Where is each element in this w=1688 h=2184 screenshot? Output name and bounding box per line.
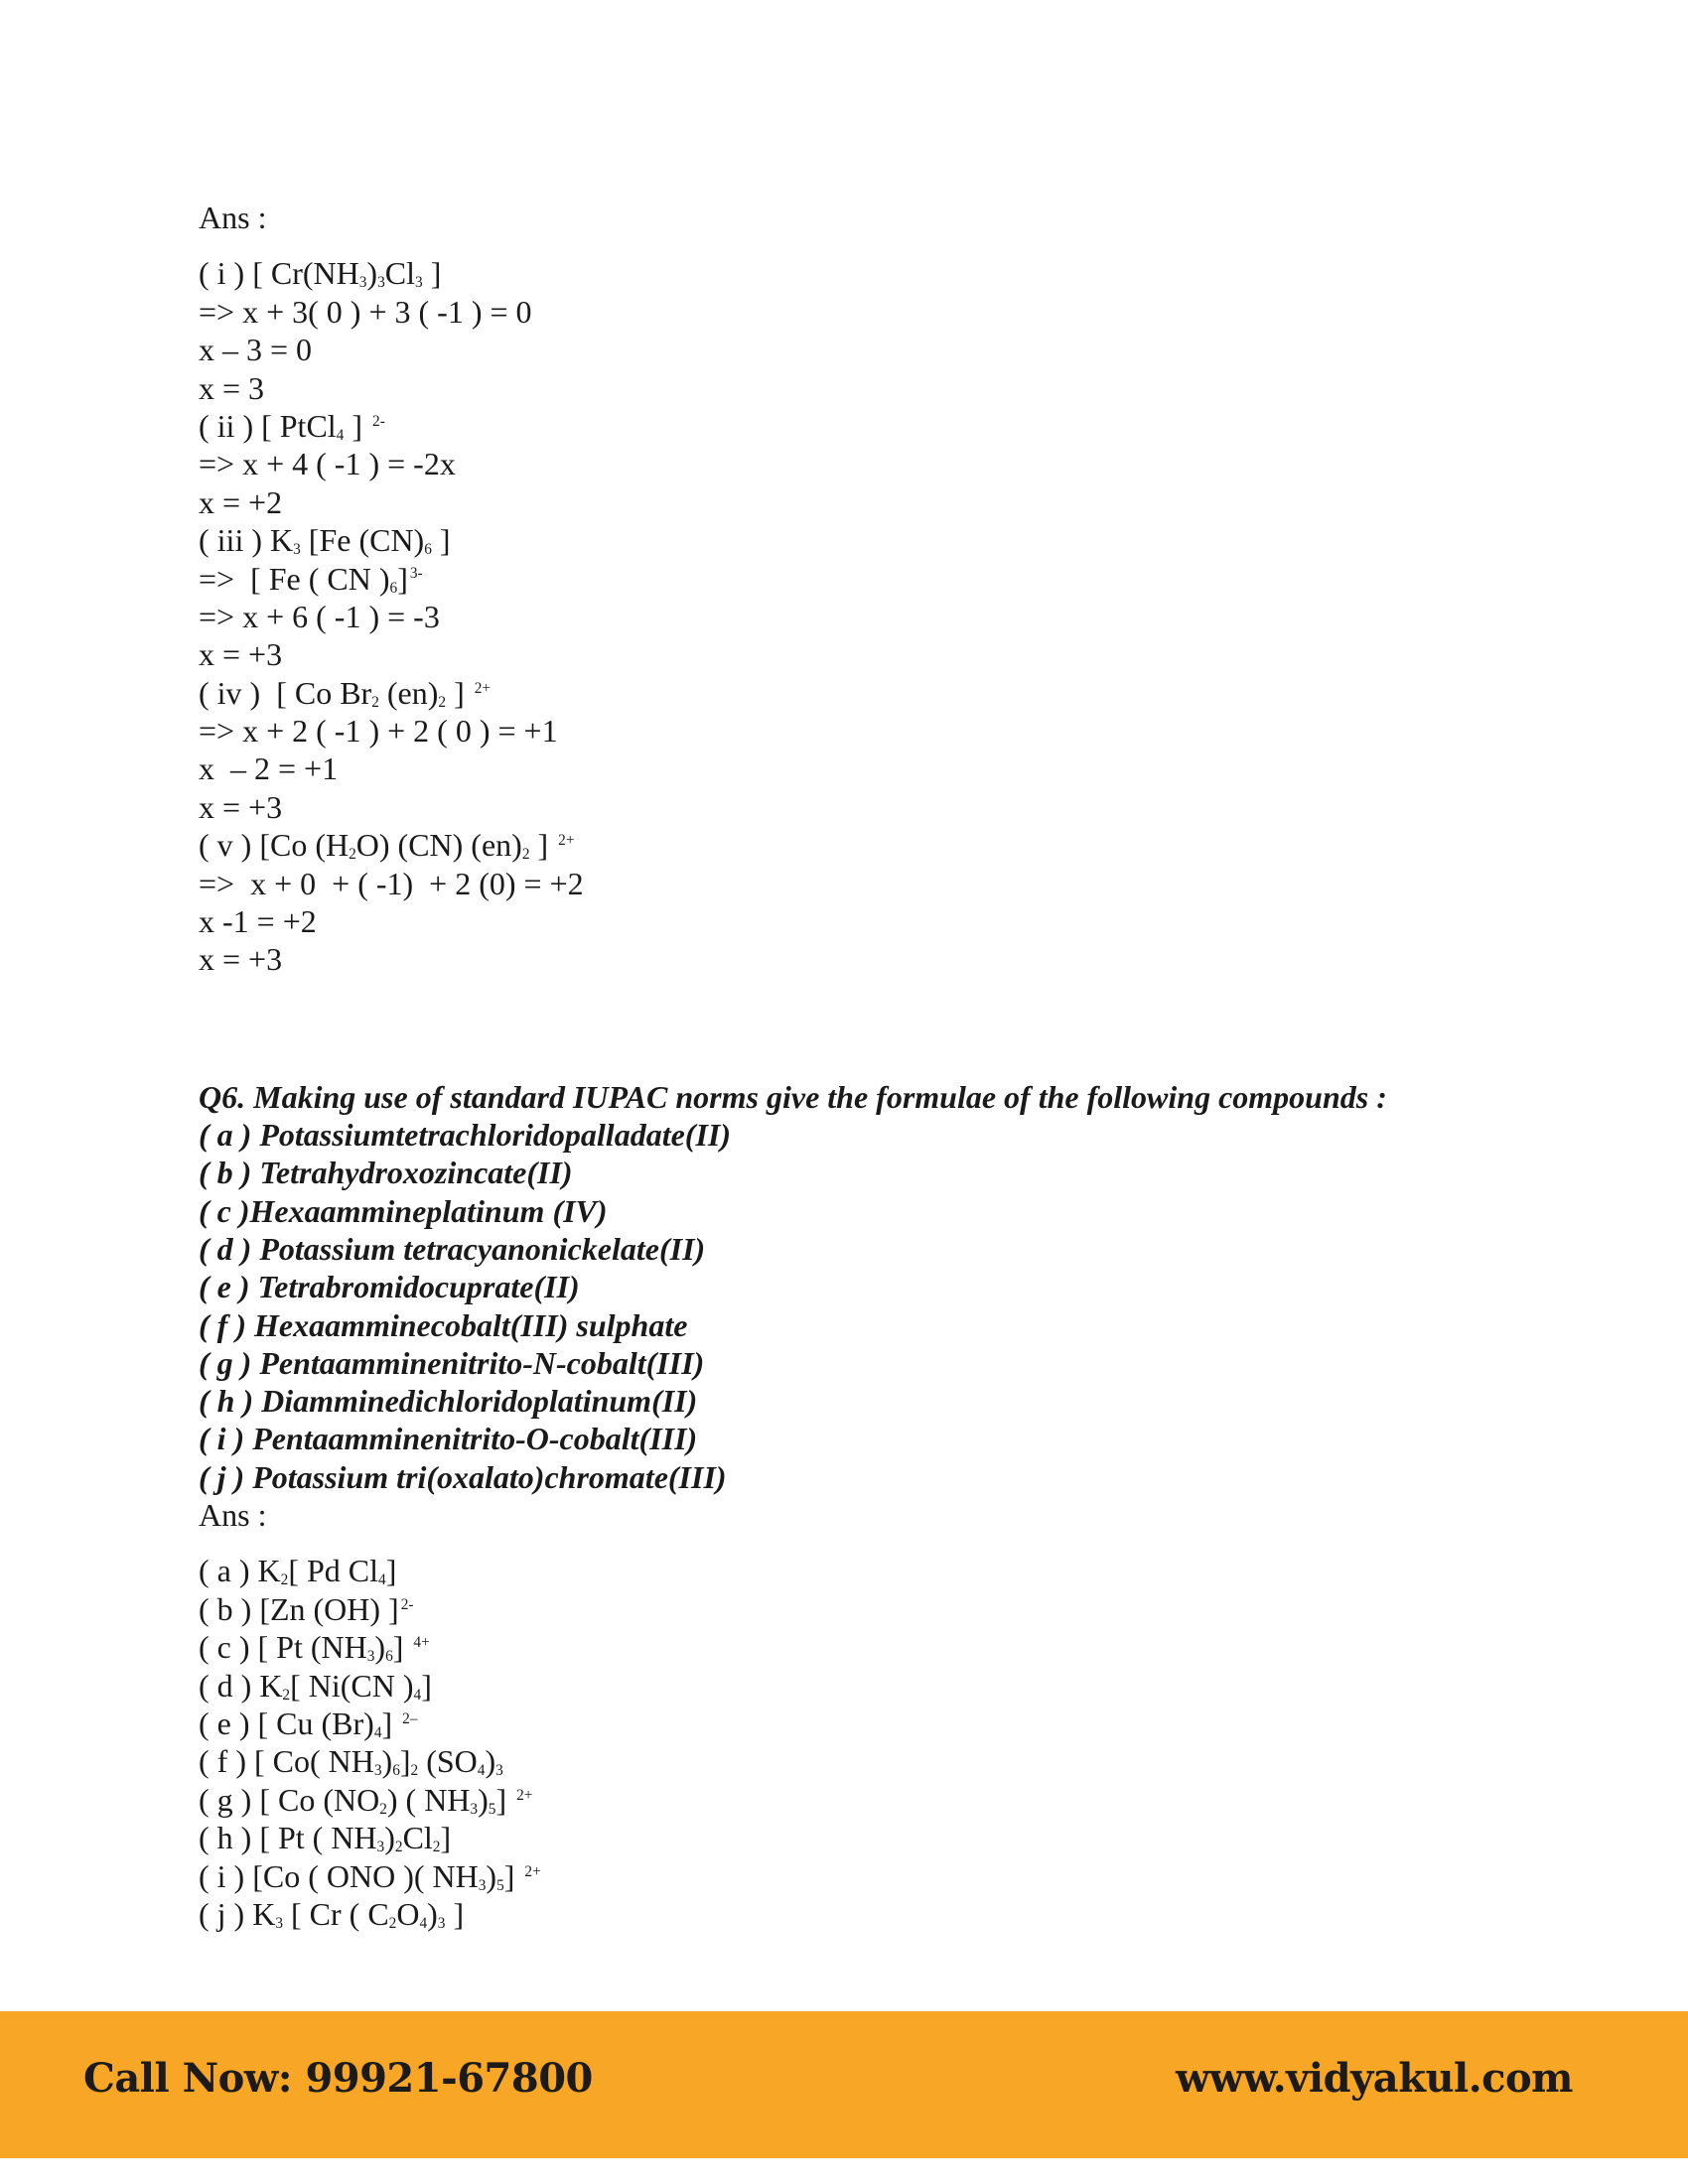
q6-answer-f: ( f ) [ Co( $NH_3)_6]_2$ $(SO_4)_3$ xyxy=(199,1743,503,1780)
q5-iii-step: => x + 6 ( -1 ) = -3 xyxy=(199,598,440,634)
q6-item: ( e ) Tetrabromidocuprate(II) xyxy=(199,1269,580,1305)
q5-ii-formula: ( ii ) [ PtCl$_4$ ] $^{2-}$ xyxy=(199,407,385,444)
q5-i-formula: ( i ) [ $Cr(NH_3)_3Cl_3$ ] xyxy=(199,255,442,292)
q6-answer-d: ( d ) $K_2$[ Ni(CN )$_4$] xyxy=(199,1667,432,1704)
q5-ii-result: x = +2 xyxy=(199,483,283,520)
q6-item: ( h ) Diamminedichloridoplatinum(II) xyxy=(199,1383,698,1420)
q5-v-step: => x + 0 + ( -1) + 2 (0) = +2 xyxy=(199,865,584,901)
website-link[interactable]: www.vidyakul.com xyxy=(1175,2055,1573,2102)
answer-heading: Ans : xyxy=(199,200,267,235)
q6-answer-e: ( e ) [ Cu $(Br)_4$] $^{2-}$ xyxy=(199,1706,418,1742)
q5-v-result: x = +3 xyxy=(199,941,283,978)
q5-iv-result: x = +3 xyxy=(199,788,283,825)
q5-ii-step: => x + 4 ( -1 ) = -2x xyxy=(199,446,456,482)
q5-i-step: x – 3 = 0 xyxy=(199,332,313,368)
q5-iii-step: => [ Fe ( CN )$_6$] $^{3-}$ xyxy=(199,560,423,597)
q6-item: ( c )Hexaammineplatinum (IV) xyxy=(199,1192,608,1229)
call-now-link[interactable]: Call Now: 99921-67800 xyxy=(83,2055,593,2102)
q6-item: ( f ) Hexaamminecobalt(III) sulphate xyxy=(199,1306,688,1343)
q5-i-step: => x + 3( 0 ) + 3 ( -1 ) = 0 xyxy=(199,293,532,330)
q6-item: ( j ) Potassium tri(oxalato)chromate(III) xyxy=(199,1458,727,1495)
q6-answer-j: ( j ) $K_3$ [ Cr ( $C_2O_4)_3$ ] xyxy=(199,1895,465,1932)
q5-v-formula: ( v ) [Co $(H_2O)$ (CN) $(en)_2$ ] $^{2+}$ xyxy=(199,827,575,864)
q5-iii-formula: ( iii ) $K_3$ [Fe $(CN)_6$ ] xyxy=(199,522,451,559)
page-content xyxy=(199,199,1489,1933)
q5-iv-step: => x + 2 ( -1 ) + 2 ( 0 ) = +1 xyxy=(199,713,558,750)
q5-iii-result: x = +3 xyxy=(199,636,283,673)
q6-item: ( g ) Pentaamminenitrito-N-cobalt(III) xyxy=(199,1344,705,1381)
q6-item: ( i ) Pentaamminenitrito-O-cobalt(III) xyxy=(199,1421,698,1457)
q6-answer-g: ( g ) [ Co $(NO_2)$ ( $NH_3)_5$] $^{2+}$ xyxy=(199,1781,533,1818)
q5-v-step: x -1 = +2 xyxy=(199,903,317,940)
q6-item: ( d ) Potassium tetracyanonickelate(II) xyxy=(199,1231,706,1267)
q6-answer-c: ( c ) [ Pt $(NH_3)_6$] $^{4+}$ xyxy=(199,1629,430,1666)
q5-iv-step: x – 2 = +1 xyxy=(199,751,339,787)
q6-item: ( b ) Tetrahydroxozincate(II) xyxy=(199,1155,573,1191)
q6-title: Q6. Making use of standard IUPAC norms give the formulae of the following compounds : xyxy=(199,1078,1387,1115)
q6-answer-b: ( b ) [Zn (OH) ] $^{2-}$ xyxy=(199,1590,414,1627)
q6-answer-i: ( i ) [Co ( ONO )( $NH_3)_5$] $^{2+}$ xyxy=(199,1857,541,1894)
q6-answer-a: ( a ) $K_2$[ Pd $Cl_4$] xyxy=(199,1553,397,1589)
answer-heading: Ans : xyxy=(199,1497,267,1534)
q5-iv-formula: ( iv ) [ Co $Br_2$ $(en)_2$ ] $^{2+}$ xyxy=(199,674,492,711)
q6-item: ( a ) Potassiumtetrachloridopalladate(II) xyxy=(199,1117,731,1154)
footer-banner xyxy=(0,2011,1688,2158)
q5-i-result: x = 3 xyxy=(199,369,265,406)
q6-answer-h: ( h ) [ Pt ( $NH_3)_2Cl_2$] xyxy=(199,1820,452,1856)
